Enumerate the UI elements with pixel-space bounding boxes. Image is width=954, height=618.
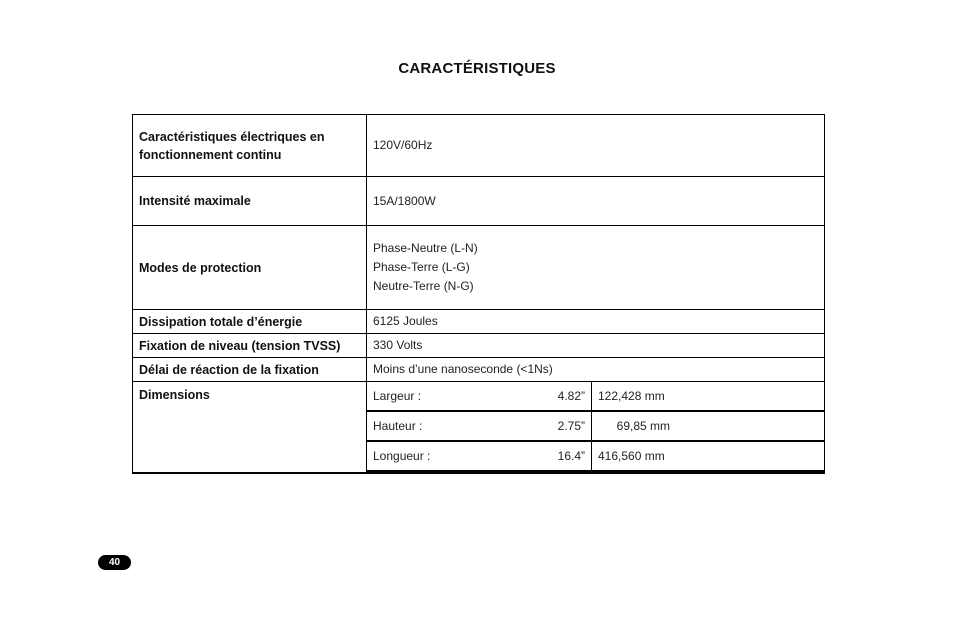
dimension-inches: 16.4” [479, 441, 592, 471]
dimension-name: Hauteur : [367, 411, 479, 441]
row-value-max-current: 15A/1800W [367, 177, 825, 226]
protection-mode: Neutre-Terre (N-G) [373, 279, 474, 293]
row-label-electrical [133, 115, 367, 177]
protection-mode: Phase-Terre (L-G) [373, 260, 470, 274]
row-label-protection-modes: Modes de protection [133, 226, 367, 310]
row-value-energy: 6125 Joules [367, 310, 825, 334]
row-value-electrical: 120V/60Hz [367, 115, 825, 177]
row-label-response: Délai de réaction de la fixation [133, 358, 367, 382]
page-number-badge: 40 [98, 555, 131, 570]
protection-mode: Phase-Neutre (L-N) [373, 241, 478, 255]
dimension-mm [592, 441, 825, 471]
row-value-protection-modes [367, 226, 825, 310]
dimension-mm [592, 382, 825, 411]
row-value-clamping: 330 Volts [367, 334, 825, 358]
dimension-mm-value: 416,560 mm [598, 449, 665, 463]
label-line: Caractéristiques électriques en fonctionnement continu [139, 129, 325, 162]
row-label-max-current: Intensité maximale [133, 177, 367, 226]
table-row [133, 115, 825, 177]
dimensions-table [367, 382, 824, 472]
row-label-dimensions: Dimensions [133, 382, 367, 474]
row-label-energy: Dissipation totale d’énergie [133, 310, 367, 334]
dimension-row [367, 382, 824, 411]
table-row [133, 310, 825, 334]
dimension-mm-value: 122,428 mm [598, 389, 665, 403]
page-title: CARACTÉRISTIQUES [398, 60, 556, 77]
table-row [133, 358, 825, 382]
row-label-clamping: Fixation de niveau (tension TVSS) [133, 334, 367, 358]
row-value-dimensions [367, 382, 825, 474]
dimension-mm-value: 69,85 mm [616, 419, 670, 433]
specifications-table [132, 114, 825, 474]
row-value-response: Moins d’une nanoseconde (<1Ns) [367, 358, 825, 382]
table-row [133, 177, 825, 226]
table-row [133, 226, 825, 310]
dimension-inches: 2.75” [479, 411, 592, 441]
dimension-inches: 4.82” [479, 382, 592, 411]
dimension-row [367, 411, 824, 441]
dimension-mm [592, 411, 825, 441]
dimension-name: Longueur : [367, 441, 479, 471]
table-row [133, 334, 825, 358]
dimension-row [367, 441, 824, 471]
table-row [133, 382, 825, 474]
dimension-name: Largeur : [367, 382, 479, 411]
